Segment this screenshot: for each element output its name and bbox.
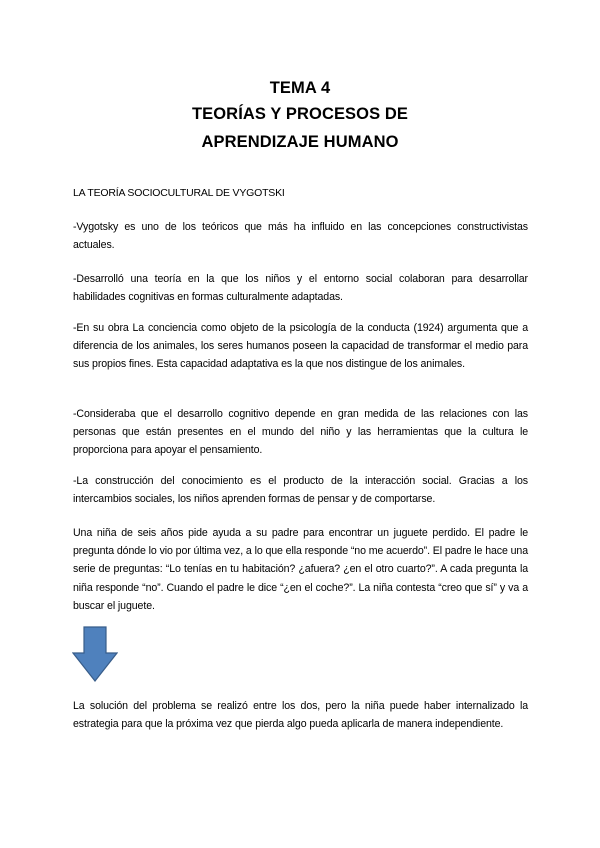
page-title-line-1: TEMA 4 [269, 79, 331, 97]
page-title-line-2: TEORÍAS Y PROCESOS DE [191, 105, 409, 123]
conclusion-paragraph: La solución del problema se realizó entre los dos, pero la niña puede haber internalizado la estrategia para que la próxima vez que pierda algo pueda aplicarla de manera independiente. [73, 700, 528, 731]
paragraph-2: -Desarrolló una teoría en la que los niños y el entorno social colaboran para desarrollar habilidades cognitivas en formas culturalmente adaptadas. [73, 273, 528, 304]
paragraph-4: -Consideraba que el desarrollo cognitivo depende en gran medida de las relaciones con las personas que están presentes en el mundo del niño y las herramientas que la cultura le proporciona para apoyar el pensamiento. [73, 408, 528, 457]
paragraph-3: -En su obra La conciencia como objeto de la psicología de la conducta (1924) argumenta que a diferencia de los animales, los seres humanos poseen la capacidad de transformar el medio para sus propios fines. Esta capacidad adaptativa es la que nos distingue de los animales. [73, 322, 528, 371]
example-paragraph: Una niña de seis años pide ayuda a su padre para encontrar un juguete perdido. El padre le pregunta dónde lo vio por última vez, a lo que ella responde “no me acuerdo”. El padre le hace una serie de preguntas: “Lo tenías en tu habitación? ¿afuera? ¿en el otro cuarto?”. A cada pregunta la niña responde “no”. Cuando el padre le dice “¿en el coche?”. La niña contesta “creo que sí” y va a buscar el juguete. [73, 527, 528, 612]
paragraph-1: -Vygotsky es uno de los teóricos que más ha influido en las concepciones constructivistas actuales. [73, 221, 528, 252]
section-heading: LA TEORÍA SOCIOCULTURAL DE VYGOTSKI [73, 187, 285, 199]
arrow-down-shape [73, 627, 117, 681]
paragraph-5: -La construcción del conocimiento es el producto de la interacción social. Gracias a los intercambios sociales, los niños aprenden formas de pensar y de comportarse. [73, 475, 528, 506]
page-title-line-3: APRENDIZAJE HUMANO [201, 133, 399, 151]
arrow-down-icon [72, 626, 118, 682]
